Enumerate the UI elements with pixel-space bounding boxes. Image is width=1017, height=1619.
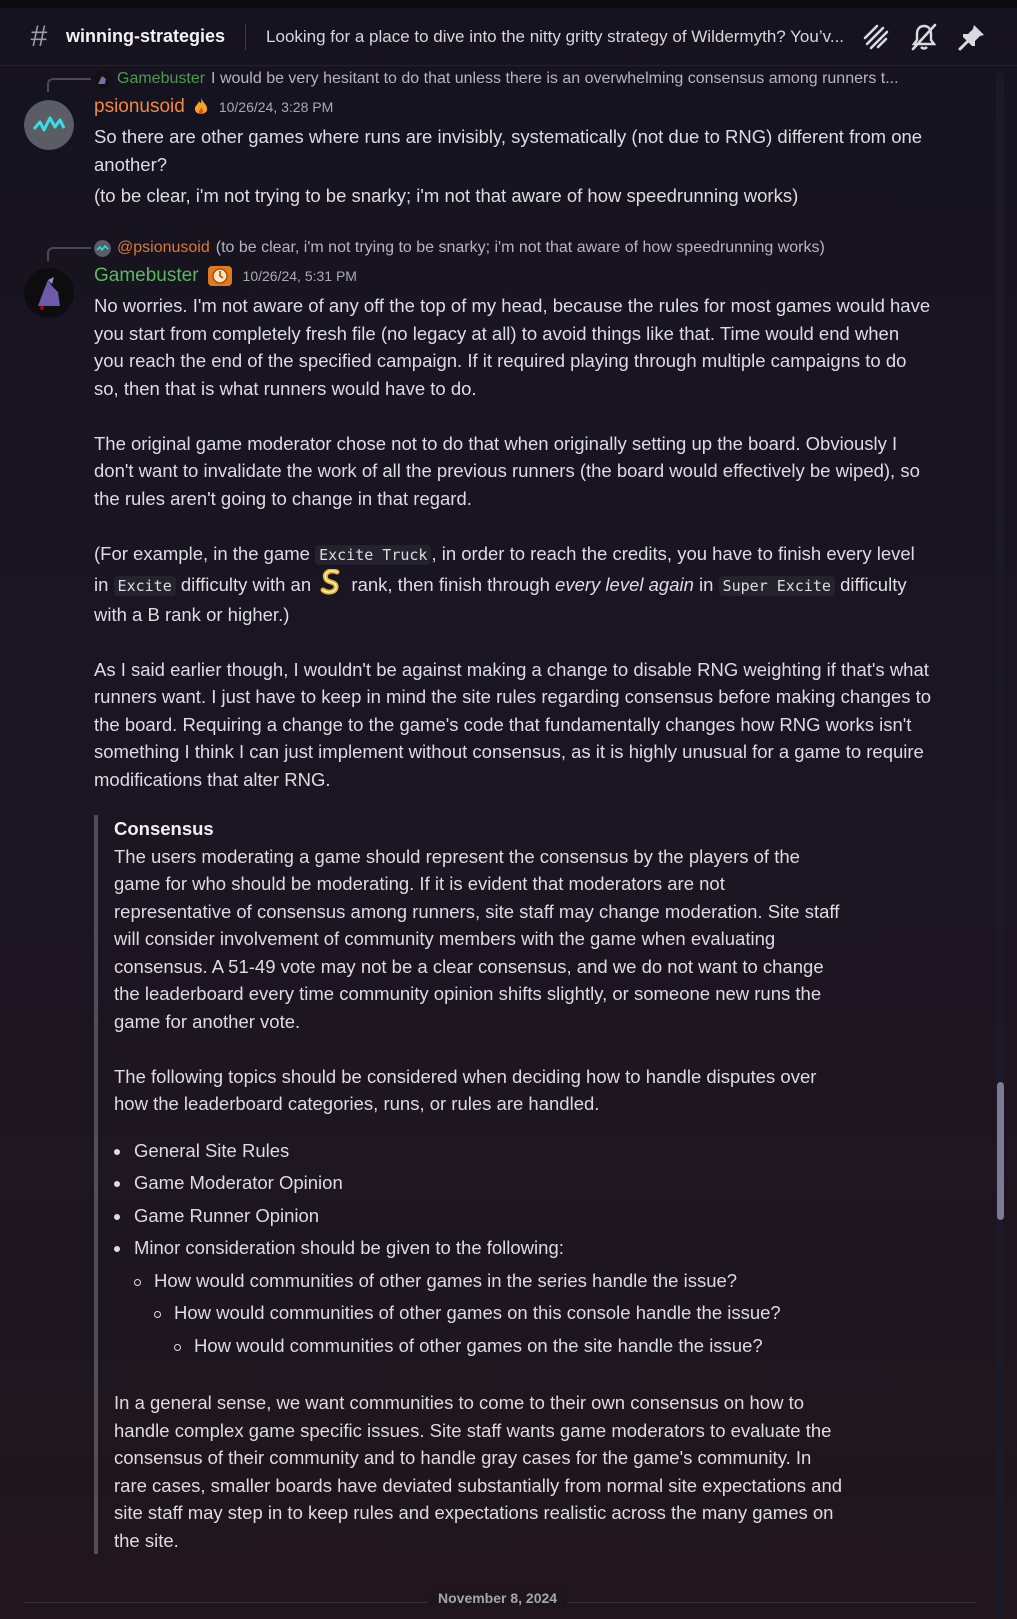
clock-badge-icon	[207, 265, 233, 287]
header-toolbar	[861, 22, 987, 52]
reply-connector	[47, 78, 91, 92]
message-paragraph: (For example, in the game Excite Truck , in order to reach the credits, you have to finish every level in Excite difficulty with an rank, then finish through every level again in Super Excite difficulty with a B rank or higher.)	[94, 542, 915, 625]
username[interactable]: Gamebuster	[94, 265, 199, 286]
inline-code: Excite Truck	[315, 545, 431, 565]
message-line: (to be clear, i'm not trying to be snarky; i'm not that aware of how speedrunning works)	[94, 185, 799, 206]
date-divider-label: November 8, 2024	[428, 1590, 567, 1606]
pin-icon[interactable]	[957, 22, 987, 52]
inline-code: Excite	[114, 576, 176, 596]
message-line: So there are other games where runs are invisibly, systematically (not due to RNG) different from one another?	[94, 126, 923, 175]
list-item: General Site Rules	[114, 1135, 844, 1168]
list-item: Game Runner Opinion	[114, 1200, 844, 1233]
reply-context[interactable]	[94, 70, 934, 88]
s-rank-emoji-icon	[320, 569, 342, 595]
avatar[interactable]	[24, 100, 74, 150]
list-item: Game Moderator Opinion	[114, 1167, 844, 1200]
message-paragraph: No worries. I'm not aware of any off the top of my head, because the rules for most games would have you start from completely fresh file (no legacy at all) to avoid things like that. Time would end when you reach the end of the specified campaign. If it required playing through multiple campaigns to do so, then that is what runners would have to do.	[94, 295, 931, 399]
timestamp: 10/26/24, 5:31 PM	[242, 268, 357, 284]
window-top-strip	[0, 0, 1017, 8]
message-content	[94, 123, 934, 210]
reply-excerpt: I would be very hesitant to do that unless there is an overwhelming consensus among runners t...	[211, 70, 899, 87]
channel-name: winning-strategies	[66, 26, 226, 46]
quote-paragraph: In a general sense, we want communities to come to their own consensus on how to handle complex game specific issues. Site staff wants game moderators to evaluate the consensus of their community and to handle gray cases for the game's community. In rare cases, smaller boards have deviated substantially from normal site expectations and site staff may step in to keep rules and expectations realistic across the many games on the site.	[114, 1392, 843, 1551]
channel-topic[interactable]: Looking for a place to dive into the nitty gritty strategy of Wildermyth? You’v...	[266, 26, 845, 46]
message-paragraph: As I said earlier though, I wouldn't be against making a change to disable RNG weighting if that's what runners want. I just have to keep in mind the site rules regarding consensus before making changes to the board. Requiring a change to the game's code that fundamentally changes how RNG works isn't something I think I can just implement without consensus, as it is highly unusual for a game to require modifications that alter RNG.	[94, 658, 932, 790]
quote-list	[114, 1135, 844, 1363]
header-divider	[245, 24, 246, 50]
list-item: How would communities of other games on this console handle the issue?	[114, 1297, 844, 1330]
reply-mention[interactable]: @psionusoid	[117, 239, 210, 256]
list-item: How would communities of other games in the series handle the issue?	[114, 1265, 844, 1298]
message-paragraph: The original game moderator chose not to do that when originally setting up the board. Obviously I don't want to invalidate the work of all the previous runners (the board would effectively be wiped), so the rules aren't going to change in that regard.	[94, 432, 920, 509]
reply-connector	[47, 247, 91, 261]
list-item: How would communities of other games on the site handle the issue?	[114, 1330, 844, 1363]
block-quote	[94, 815, 844, 1554]
message-content	[94, 292, 934, 793]
reply-context[interactable]	[94, 239, 934, 257]
reply-excerpt: (to be clear, i'm not trying to be snarky; i'm not that aware of how speedrunning works)	[215, 239, 825, 256]
reply-author[interactable]: Gamebuster	[117, 70, 206, 87]
list-item: Minor consideration should be given to the following:	[114, 1232, 844, 1265]
avatar[interactable]	[24, 268, 74, 318]
message-header	[94, 265, 357, 287]
scrollbar-thumb[interactable]	[997, 1082, 1004, 1220]
timestamp: 10/26/24, 3:28 PM	[218, 99, 334, 115]
fire-icon	[193, 97, 209, 117]
mini-avatar	[94, 240, 111, 257]
quote-title: Consensus	[114, 818, 214, 839]
threads-icon[interactable]	[861, 22, 891, 52]
channel-header	[0, 8, 1017, 66]
mini-avatar	[94, 71, 111, 88]
quote-paragraph: The users moderating a game should represent the consensus by the players of the game for who should be moderating. If it is evident that moderators are not representative of consensus among runners, site staff may change moderation. Site staff will consider involvement of community members with the game when evaluating consensus. A 51-49 vote may not be a clear consensus, and we do not want to change the leaderboard every time community opinion shifts slightly, or someone new runs the game for another vote.	[114, 845, 840, 1032]
inline-code: Super Excite	[719, 576, 835, 596]
scrollbar-track[interactable]	[996, 72, 1004, 1619]
username[interactable]: psionusoid	[94, 96, 185, 117]
message-header	[94, 96, 333, 118]
channel-hash-icon: #	[30, 19, 48, 53]
quote-paragraph: The following topics should be considered when deciding how to handle disputes over how the leaderboard categories, runs, or rules are handled.	[114, 1065, 817, 1114]
notifications-muted-icon[interactable]	[909, 22, 939, 52]
